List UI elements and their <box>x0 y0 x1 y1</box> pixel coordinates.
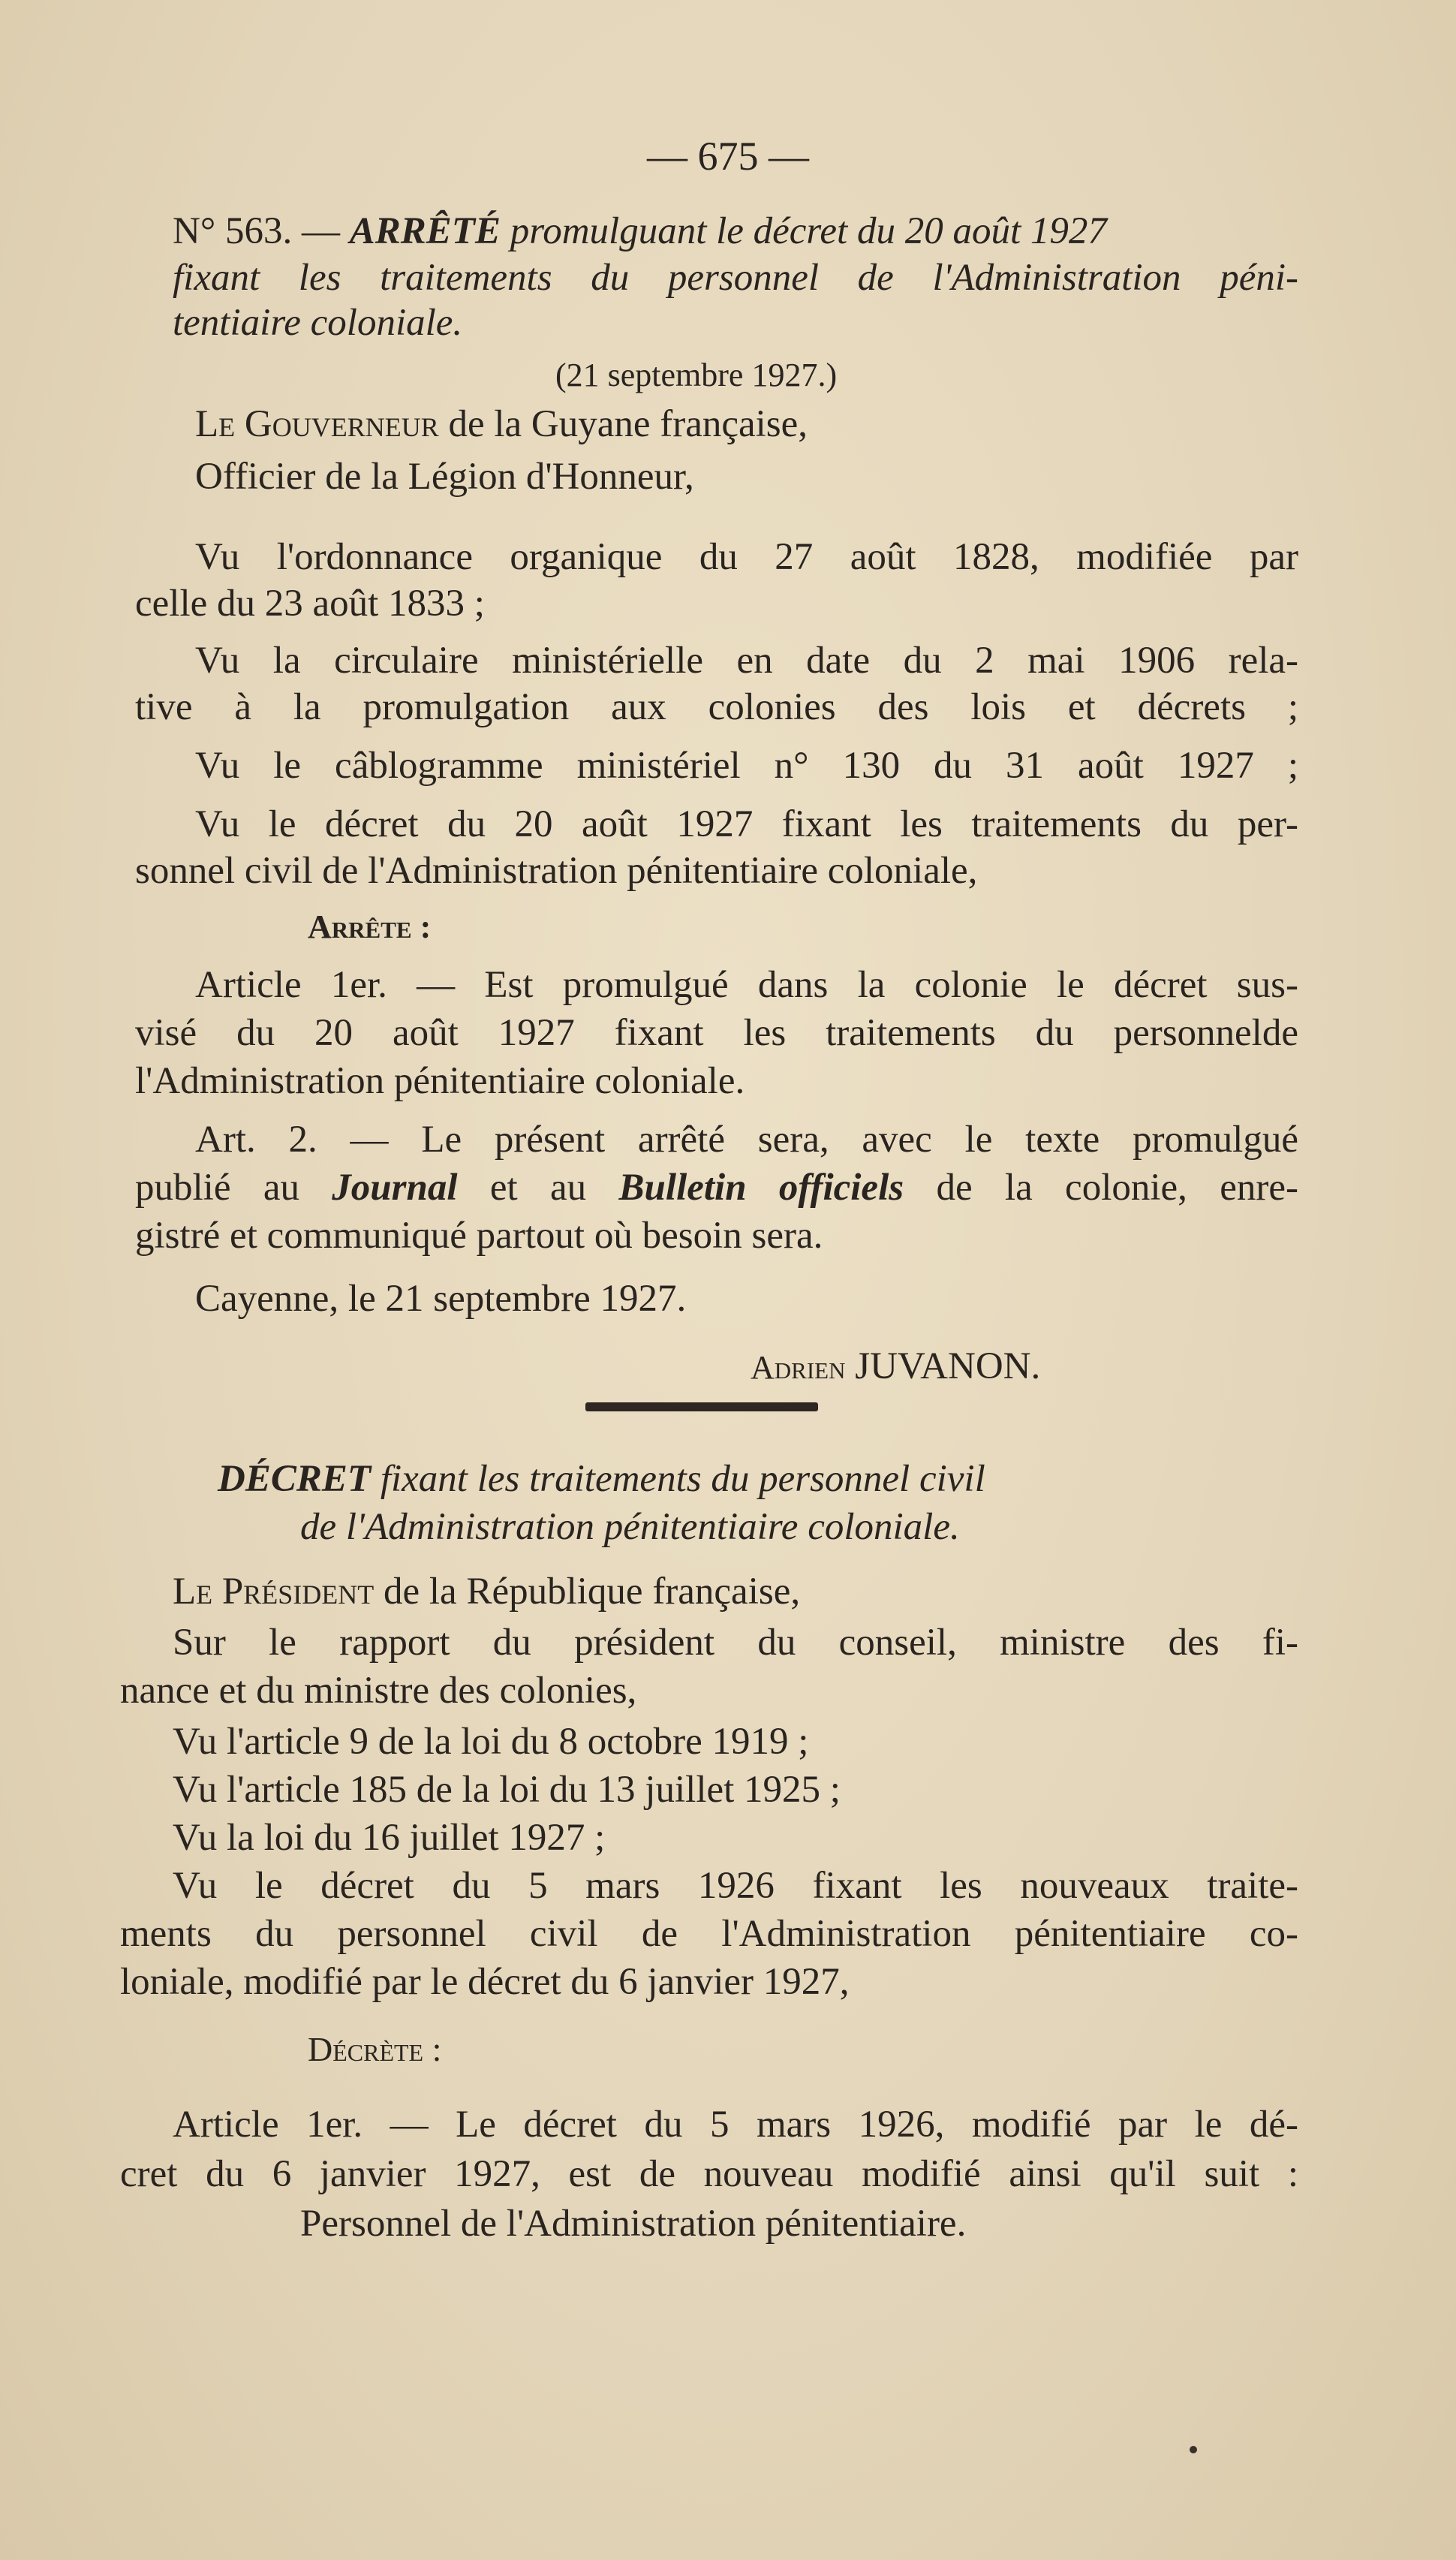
arrete-kind: ARRÊTÉ <box>349 210 501 252</box>
officier-line: Officier de la Légion d'Honneur, <box>195 456 694 498</box>
journal-title: Journal <box>332 1167 458 1209</box>
gouverneur-line <box>195 402 808 447</box>
rapport-line-2: nance et du ministre des colonies, <box>120 1670 637 1712</box>
decret-vu-4-line-1: Vu le décret du 5 mars 1926 fixant les nouveaux traite- <box>173 1865 1298 1907</box>
decret-vu-2: Vu l'article 185 de la loi du 13 juillet 1925 ; <box>173 1769 841 1811</box>
arrete-title-line-2: fixant les traitements du personnel de l'Administration péni- <box>173 257 1298 299</box>
vu-decret-line-1: Vu le décret du 20 août 1927 fixant les traitements du per- <box>195 803 1298 845</box>
article-1-line-1: Article 1er. — Est promulgué dans la colonie le décret sus- <box>195 964 1298 1006</box>
vu-circulaire-line-2: tive à la promulgation aux colonies des lois et décrets ; <box>135 686 1298 728</box>
decret-vu-3: Vu la loi du 16 juillet 1927 ; <box>173 1817 606 1859</box>
section-divider <box>585 1402 818 1411</box>
page-number: — 675 — <box>647 134 809 179</box>
decret-vu-4-line-3: loniale, modifié par le décret du 6 janvier 1927, <box>120 1961 850 2003</box>
vu-decret-line-2: sonnel civil de l'Administration pénitentiaire coloniale, <box>135 850 978 892</box>
decret-vu-4-line-2: ments du personnel civil de l'Administration pénitentiaire co- <box>120 1913 1298 1955</box>
decret-subheading: Personnel de l'Administration pénitentiaire. <box>300 2203 967 2245</box>
article-2-line-2 <box>135 1165 1298 1210</box>
arrete-title-line-3: tentiaire coloniale. <box>173 302 463 344</box>
decret-vu-1: Vu l'article 9 de la loi du 8 octobre 1919 ; <box>173 1721 809 1763</box>
vu-cablogramme-line: Vu le câblogramme ministériel n° 130 du 31 août 1927 ; <box>195 745 1298 787</box>
vu-ordonnance-line-1: Vu l'ordonnance organique du 27 août 1828, modifiée par <box>195 536 1298 578</box>
arrete-number: N° 563. — <box>173 210 340 252</box>
bulletin-title: Bulletin officiels <box>618 1167 904 1209</box>
article-1-line-2: visé du 20 août 1927 fixant les traitements du personnelde <box>135 1012 1298 1054</box>
rapport-line-1: Sur le rapport du président du conseil, ministre des fi- <box>173 1622 1298 1664</box>
article-2-text-a: publié au <box>135 1167 299 1209</box>
vu-circulaire-line-1: Vu la circulaire ministérielle en date du 2 mai 1906 rela- <box>195 640 1298 682</box>
arrete-title-line-1 <box>173 209 1298 254</box>
arrete-word: Arrête : <box>308 908 432 945</box>
ink-speck <box>1190 2446 1197 2453</box>
vu-ordonnance-line-2: celle du 23 août 1833 ; <box>135 583 485 625</box>
president-rest: de la République française, <box>384 1571 801 1613</box>
decret-kind: DÉCRET <box>218 1458 372 1500</box>
article-2-text-b: et au <box>489 1167 587 1209</box>
place-date: Cayenne, le 21 septembre 1927. <box>195 1278 687 1320</box>
signature <box>751 1344 1040 1390</box>
article-2-text-c: de la colonie, enre- <box>936 1167 1298 1209</box>
decret-title-line-1 <box>218 1456 985 1501</box>
arrete-date: (21 septembre 1927.) <box>555 357 838 393</box>
signature-last-name: JUVANON. <box>855 1345 1041 1387</box>
gouverneur-place: de la Guyane française, <box>448 403 808 445</box>
decret-title-line-2: de l'Administration pénitentiaire coloniale. <box>300 1506 960 1548</box>
article-2-line-3: gistré et communiqué partout où besoin sera. <box>135 1215 823 1257</box>
article-2-line-1: Art. 2. — Le présent arrêté sera, avec le texte promulgué <box>195 1119 1298 1161</box>
arrete-title-text-1: promulguant le décret du 20 août 1927 <box>510 210 1107 252</box>
gouverneur-title: Le Gouverneur <box>195 403 439 445</box>
decret-title-text-1: fixant les traitements du personnel civil <box>380 1458 985 1500</box>
decret-article-1-line-2: cret du 6 janvier 1927, est de nouveau modifié ainsi qu'il suit : <box>120 2153 1298 2195</box>
president-line <box>173 1569 800 1614</box>
decret-article-1-line-1: Article 1er. — Le décret du 5 mars 1926, modifié par le dé- <box>173 2104 1298 2146</box>
president-title: Le Président <box>173 1571 375 1613</box>
article-1-line-3: l'Administration pénitentiaire coloniale. <box>135 1060 745 1102</box>
signature-first-name: Adrien <box>751 1349 846 1386</box>
decrete-word: Décrète : <box>308 2030 442 2068</box>
